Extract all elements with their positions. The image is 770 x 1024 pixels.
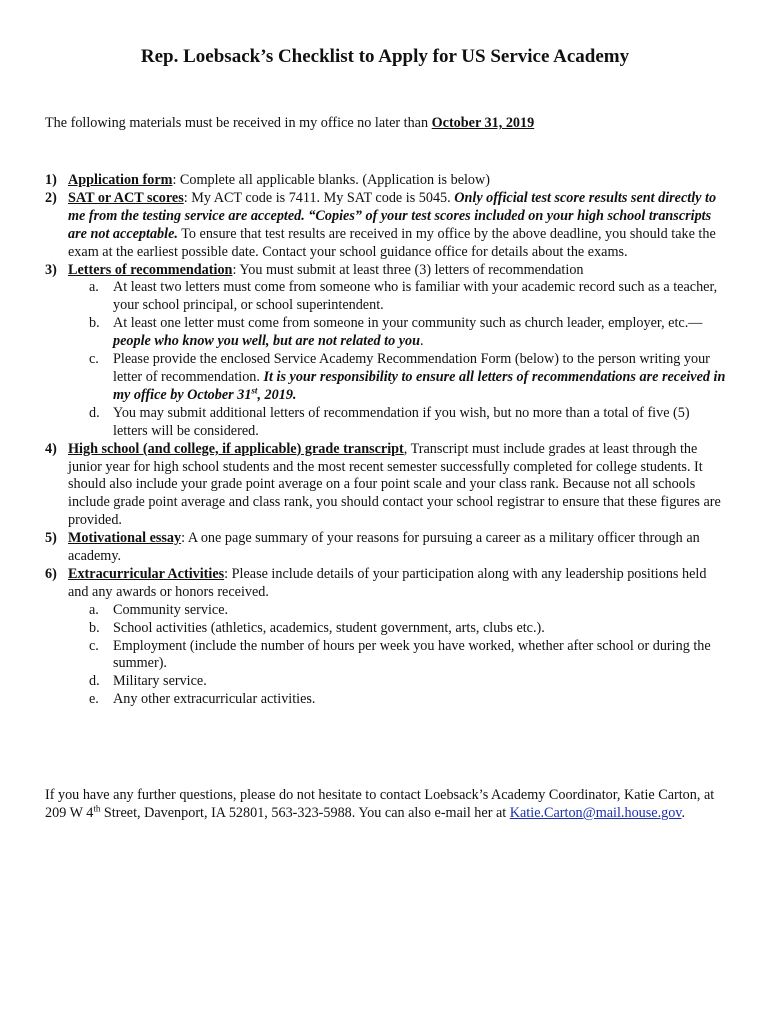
- item-number: 2): [45, 189, 57, 206]
- item-heading: Motivational essay: [68, 530, 182, 547]
- item-text: : Please include details of your participation along with any leadership positions held and any awards or honors received.: [68, 565, 707, 600]
- sub-item-text: At least two letters must come from someone who is familiar with your academic record such as a teacher, your school principal, or school superintendent.: [113, 279, 718, 314]
- sub-item-text: At least one letter must come from someone in your community such as church leader, employer, etc.—: [113, 315, 703, 332]
- deadline-date: October 31, 2019: [431, 115, 535, 131]
- checklist-item-essay: [45, 530, 727, 566]
- intro-paragraph: [45, 114, 534, 132]
- item-number: 5): [45, 530, 57, 547]
- sub-item-text-after: .: [420, 333, 424, 350]
- sub-item-text: Community service.: [113, 601, 229, 618]
- sub-item-emphasis-sup: st: [251, 385, 258, 396]
- item-text-after: To ensure that test results are received in my office by the above deadline, you should take the exam at the earliest possible date. Contact your school guidance office for details about the exams.: [68, 225, 716, 260]
- item-number: 4): [45, 440, 57, 457]
- sub-item-text: Military service.: [113, 673, 207, 690]
- item-text: : You must submit at least three (3) letters of recommendation: [232, 261, 584, 278]
- sub-item: [68, 691, 727, 709]
- item-heading: High school (and college, if applicable) grade transcript: [68, 440, 404, 457]
- checklist-item-application-form: [45, 172, 727, 190]
- item-text: : A one page summary of your reasons for pursuing a career as a military officer through an academy.: [68, 530, 700, 565]
- closing-sup: th: [93, 803, 101, 814]
- sub-item-letter: d.: [89, 404, 100, 421]
- sub-item-letter: b.: [89, 315, 100, 332]
- sub-item: [68, 638, 727, 674]
- item-text: : Complete all applicable blanks. (Application is below): [172, 172, 491, 188]
- checklist: [45, 172, 727, 709]
- sub-item-letter: d.: [89, 673, 100, 690]
- item-text: , Transcript must include grades at least through the junior year for high school students and the most recent semester successfully completed for college students. It should also include your grade point average on a four point scale and your class rank. Because not all schools include grade point average and class rank, you should contact your school registrar to ensure that these figures are provided.: [68, 440, 721, 529]
- item-heading: SAT or ACT scores: [68, 189, 184, 206]
- sub-item: [68, 279, 727, 315]
- closing-end: .: [681, 805, 686, 821]
- intro-text: The following materials must be received in my office no later than: [45, 115, 432, 131]
- checklist-item-letters: [45, 262, 727, 441]
- item-number: 3): [45, 261, 57, 278]
- sub-item: [68, 673, 727, 691]
- sub-item-letter: a.: [89, 279, 99, 296]
- sub-item-letter: c.: [89, 351, 99, 368]
- sub-item-text: Employment (include the number of hours per week you have worked, whether after school or during the summer).: [113, 637, 711, 672]
- item-text: : My ACT code is 7411. My SAT code is 5045.: [183, 189, 455, 206]
- item-heading: Extracurricular Activities: [68, 565, 225, 582]
- sub-item: [68, 405, 727, 441]
- item-heading: Letters of recommendation: [68, 261, 233, 278]
- sub-item: [68, 620, 727, 638]
- sub-item-text: School activities (athletics, academics, student government, arts, clubs etc.).: [113, 619, 545, 636]
- item-number: 1): [45, 172, 57, 188]
- closing-text: If you have any further questions, please do not hesitate to contact Loebsack’s Academy Coordinator, Katie Carton, at 209 W 4: [45, 787, 715, 821]
- checklist-item-extracurricular: [45, 566, 727, 709]
- sub-item: [68, 602, 727, 620]
- item-heading: Application form: [68, 172, 173, 188]
- coordinator-email-link[interactable]: Katie.Carton@mail.house.gov: [509, 805, 682, 821]
- sub-item-letter: a.: [89, 601, 99, 618]
- sub-item-emphasis-tail: , 2019.: [257, 386, 297, 403]
- sub-item: [68, 315, 727, 351]
- sub-item-text: You may submit additional letters of recommendation if you wish, but no more than a total of five (5) letters will be considered.: [113, 404, 690, 439]
- sub-item-letter: e.: [89, 691, 99, 708]
- item-number: 6): [45, 565, 57, 582]
- sub-item-emphasis: people who know you well, but are not related to you: [113, 333, 421, 350]
- page-title: Rep. Loebsack’s Checklist to Apply for US Service Academy: [140, 46, 630, 67]
- sub-item-emphasis: It is your responsibility to ensure all letters of recommendations are received in my office by October 31: [113, 368, 726, 403]
- checklist-item-test-scores: [45, 190, 727, 262]
- sub-item-letter: b.: [89, 619, 100, 636]
- item-emphasis: Only official test score results sent directly to me from the testing service are accepted. “Copies” of your test scores included on your high school transcripts are not acceptable.: [68, 189, 717, 242]
- sub-item-letter: c.: [89, 637, 99, 654]
- sub-item-text: Any other extracurricular activities.: [113, 691, 316, 708]
- sub-item-text: Please provide the enclosed Service Academy Recommendation Form (below) to the person writing your letter of recommendation.: [113, 351, 710, 385]
- checklist-item-transcript: [45, 441, 727, 531]
- sub-item: [68, 351, 727, 405]
- closing-text-after: Street, Davenport, IA 52801, 563-323-5988. You can also e-mail her at: [100, 805, 510, 821]
- closing-paragraph: [45, 786, 727, 822]
